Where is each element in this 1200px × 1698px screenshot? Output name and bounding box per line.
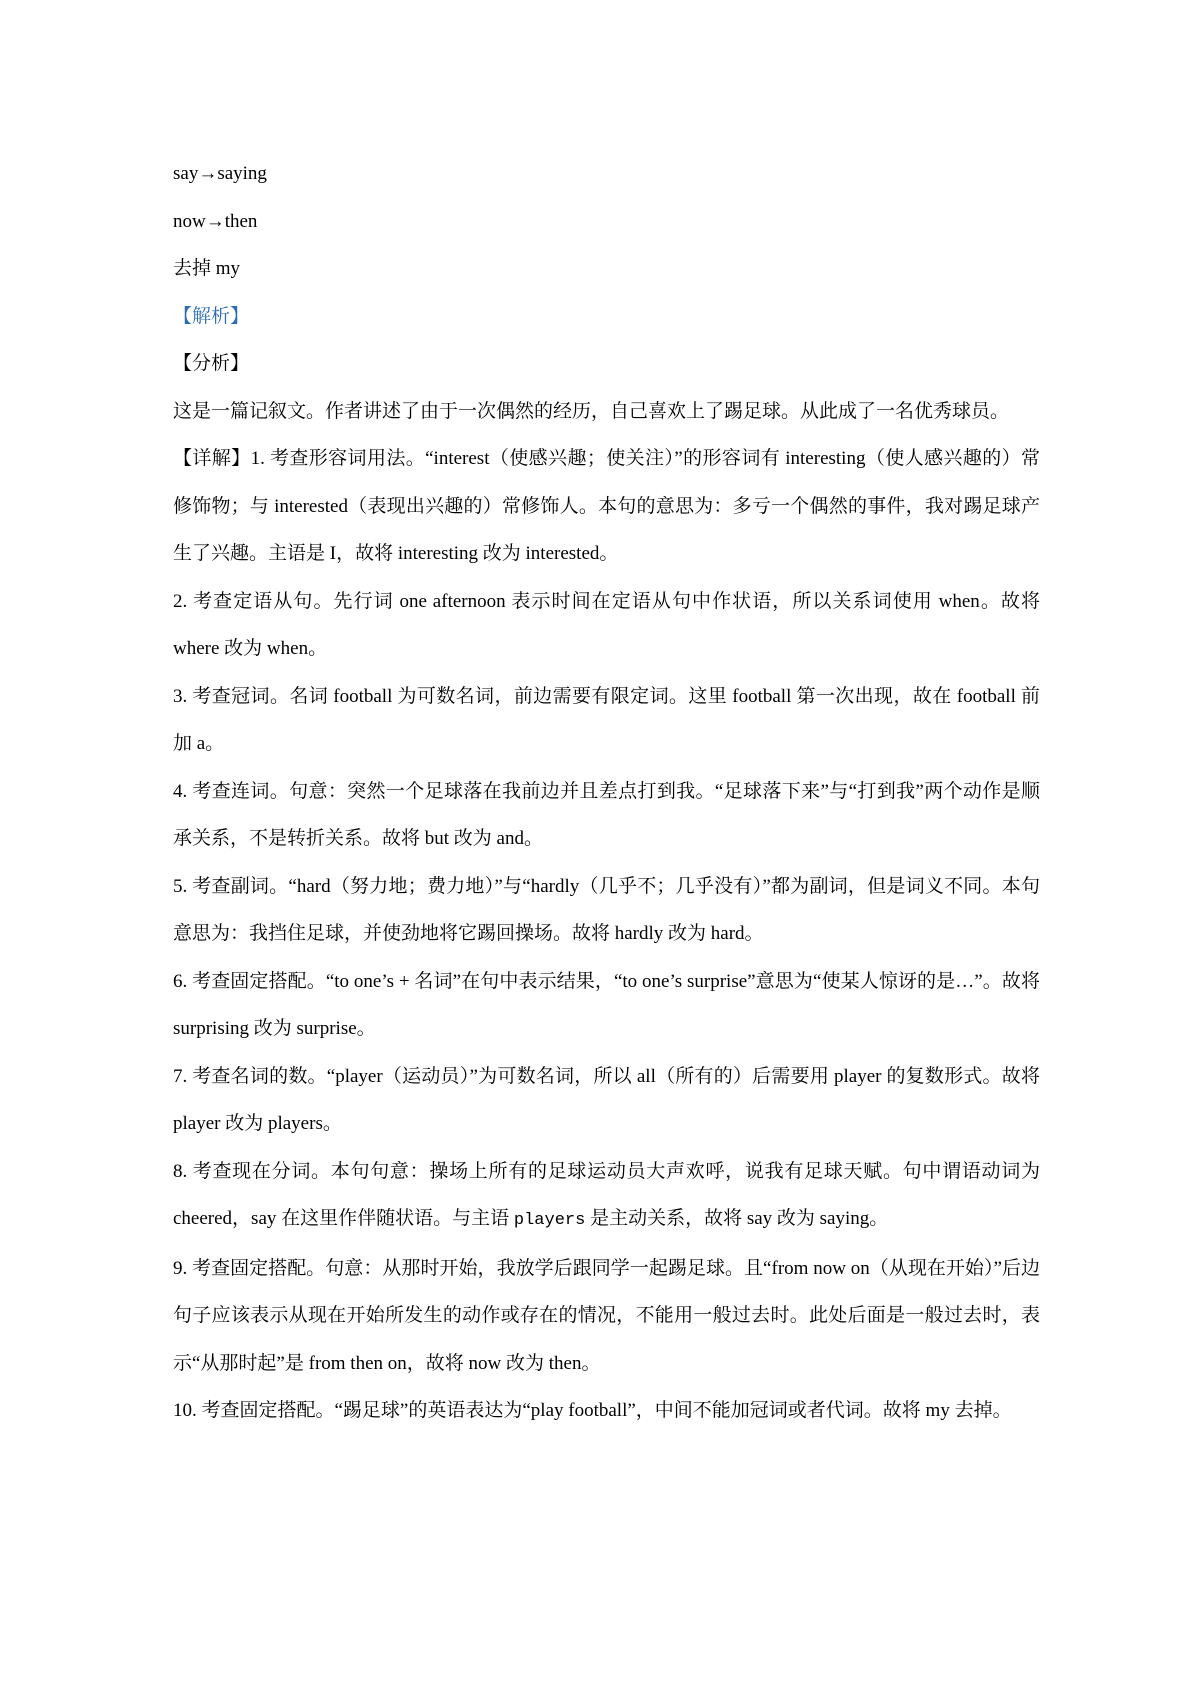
detail-paragraph-5: 5. 考查副词。“hard（努力地；费力地）”与“hardly（几乎不；几乎没有）”都为副词，但是词义不同。本句意思为：我挡住足球，并使劲地将它踢回操场。故将 hardly 改为 hard。 [173,875,1040,944]
jiexi-heading: 【解析】 [173,305,250,327]
answer-line: say→saying [173,163,267,184]
detail-paragraph-10: 10. 考查固定搭配。“踢足球”的英语表达为“play football”，中间不能加冠词或者代词。故将 my 去掉。 [173,1400,1012,1421]
detail-paragraph-9: 9. 考查固定搭配。句意：从那时开始，我放学后跟同学一起踢足球。且“from now on（从现在开始）”后边句子应该表示从现在开始所发生的动作或存在的情况，不能用一般过去时。此处后面是一般过去时，表示“从那时起”是 from then on，故将 now 改为 then。 [173,1257,1040,1374]
fenxi-heading: 【分析】 [173,353,250,374]
detail-paragraph-8 [173,1148,1040,1245]
detail-paragraph-4: 4. 考查连词。句意：突然一个足球落在我前边并且差点打到我。“足球落下来”与“打到我”两个动作是顺承关系，不是转折关系。故将 but 改为 and。 [173,780,1040,849]
detail-8-after: 是主动关系，故将 say 改为 saying。 [585,1208,889,1229]
summary-paragraph: 这是一篇记叙文。作者讲述了由于一次偶然的经历，自己喜欢上了踢足球。从此成了一名优秀球员。 [173,400,1010,422]
document-page [173,150,1040,1435]
detail-8-mono-word: players [513,1211,586,1230]
detail-paragraph-2: 2. 考查定语从句。先行词 one afternoon 表示时间在定语从句中作状语，所以关系词使用 when。故将 where 改为 when。 [173,590,1040,659]
detail-paragraph-3: 3. 考查冠词。名词 football 为可数名词，前边需要有限定词。这里 football 第一次出现，故在 football 前加 a。 [173,685,1040,754]
detail-8-before: 8. 考查现在分词。本句句意：操场上所有的足球运动员大声欢呼，说我有足球天赋。句中谓语动词为 cheered，say 在这里作伴随状语。与主语 [173,1160,1040,1229]
answer-line: now→then [173,210,258,232]
detail-paragraph-7: 7. 考查名词的数。“player（运动员）”为可数名词，所以 all（所有的）后需要用 player 的复数形式。故将 player 改为 players。 [173,1065,1040,1134]
detail-paragraph-1: 【详解】1. 考查形容词用法。“interest（使感兴趣；使关注）”的形容词有 interesting（使人感兴趣的）常修饰物；与 interested（表现出兴趣的）常修饰人。本句的意思为：多亏一个偶然的事件，我对踢足球产生了兴趣。主语是 I，故将 interesting 改为 interested。 [173,448,1040,564]
detail-paragraph-6: 6. 考查固定搭配。“to one’s + 名词”在句中表示结果，“to one’s surprise”意思为“使某人惊讶的是…”。故将 surprising 改为 surprise。 [173,970,1040,1039]
answer-line: 去掉 my [173,258,241,279]
